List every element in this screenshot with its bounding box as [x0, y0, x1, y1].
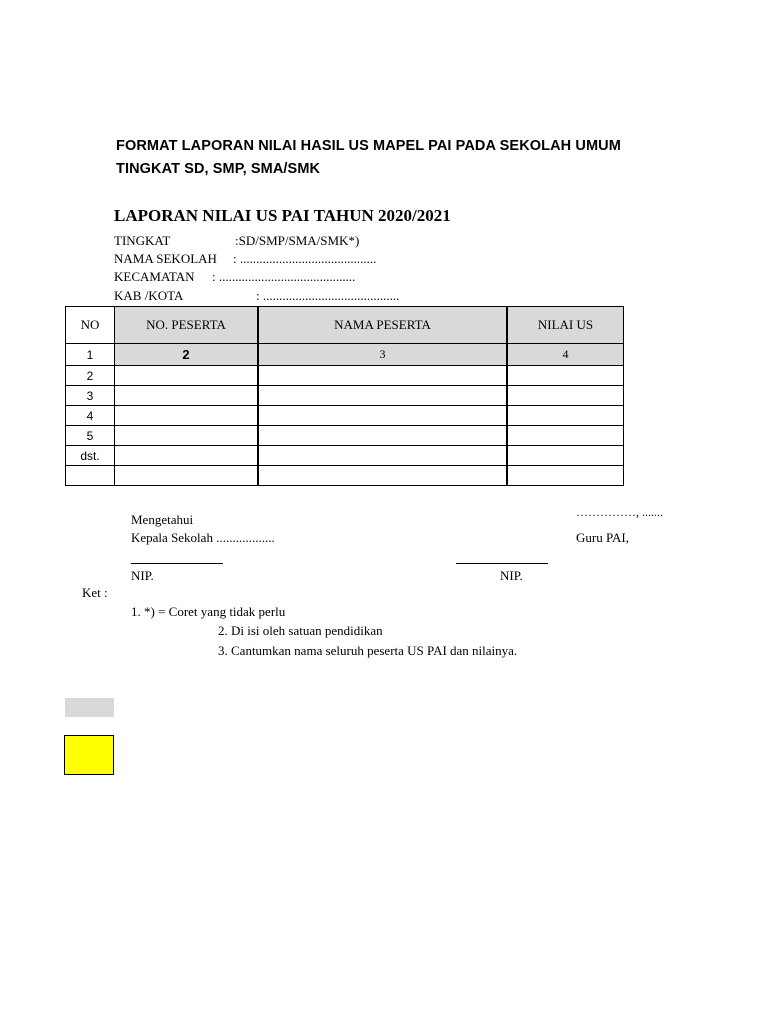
- kecamatan-label: KECAMATAN: [114, 269, 195, 284]
- header-nama-peserta: NAMA PESERTA: [258, 307, 507, 344]
- gray-swatch: [65, 698, 114, 717]
- row-number: dst.: [66, 446, 115, 466]
- note-item-1: 1. *) = Coret yang tidak perlu: [131, 604, 286, 619]
- no-peserta-cell: [115, 446, 259, 466]
- no-peserta-cell: [115, 366, 259, 386]
- no-peserta-cell: [115, 386, 259, 406]
- table-row: [66, 466, 624, 486]
- nilai-us-cell: [507, 406, 624, 426]
- number-cell-1: 1: [66, 344, 115, 366]
- place-date: ……………, .......: [576, 505, 663, 519]
- nama-sekolah-value: : ..........................................: [233, 251, 377, 266]
- no-peserta-cell: [115, 426, 259, 446]
- row-number: 4: [66, 406, 115, 426]
- heading-line-2: TINGKAT SD, SMP, SMA/SMK: [116, 161, 321, 177]
- nama-peserta-cell: [258, 426, 507, 446]
- nilai-us-cell: [507, 366, 624, 386]
- guru-pai-label: Guru PAI,: [576, 530, 629, 545]
- header-no: NO: [66, 307, 115, 344]
- header-nilai-us: NILAI US: [507, 307, 624, 344]
- signature-line-right: [456, 563, 548, 564]
- nama-peserta-cell: [258, 446, 507, 466]
- number-cell-4: 4: [507, 344, 624, 366]
- tingkat-value: :SD/SMP/SMA/SMK*): [235, 233, 360, 248]
- header-no-peserta: NO. PESERTA: [115, 307, 259, 344]
- mengetahui-label: Mengetahui: [131, 512, 194, 527]
- table-row: [66, 366, 624, 386]
- ket-label: Ket :: [82, 585, 108, 600]
- table-row: [66, 426, 624, 446]
- nilai-us-cell: [507, 446, 624, 466]
- nilai-us-cell: [507, 466, 624, 486]
- nip-left: NIP.: [131, 568, 154, 583]
- document-title: LAPORAN NILAI US PAI TAHUN 2020/2021: [114, 206, 451, 225]
- kepala-sekolah-label: Kepala Sekolah ..................: [131, 530, 275, 545]
- number-cell-2: 2: [115, 344, 259, 366]
- kab-kota-label: KAB /KOTA: [114, 288, 184, 303]
- no-peserta-cell: [115, 406, 259, 426]
- nama-peserta-cell: [258, 366, 507, 386]
- nama-peserta-cell: [258, 386, 507, 406]
- kab-kota-value: : ..........................................: [256, 288, 400, 303]
- nama-sekolah-label: NAMA SEKOLAH: [114, 251, 217, 266]
- number-cell-3: 3: [258, 344, 507, 366]
- nilai-us-cell: [507, 386, 624, 406]
- table-number-row: [66, 344, 624, 366]
- nilai-table: [65, 306, 624, 486]
- nama-peserta-cell: [258, 466, 507, 486]
- row-number: 2: [66, 366, 115, 386]
- table-row: [66, 406, 624, 426]
- row-number: [66, 466, 115, 486]
- nip-right: NIP.: [500, 568, 523, 583]
- note-item-3: 3. Cantumkan nama seluruh peserta US PAI dan nilainya.: [218, 643, 518, 658]
- signature-line-left: [131, 563, 223, 564]
- table-row: [66, 446, 624, 466]
- table-header-row: [66, 307, 624, 344]
- row-number: 5: [66, 426, 115, 446]
- yellow-swatch: [64, 735, 114, 775]
- tingkat-label: TINGKAT: [114, 233, 171, 248]
- note-item-2: 2. Di isi oleh satuan pendidikan: [218, 623, 383, 638]
- kecamatan-value: : ..........................................: [212, 269, 356, 284]
- nama-peserta-cell: [258, 406, 507, 426]
- table-row: [66, 386, 624, 406]
- nilai-us-cell: [507, 426, 624, 446]
- no-peserta-cell: [115, 466, 259, 486]
- row-number: 3: [66, 386, 115, 406]
- heading-line-1: FORMAT LAPORAN NILAI HASIL US MAPEL PAI PADA SEKOLAH UMUM: [116, 138, 621, 154]
